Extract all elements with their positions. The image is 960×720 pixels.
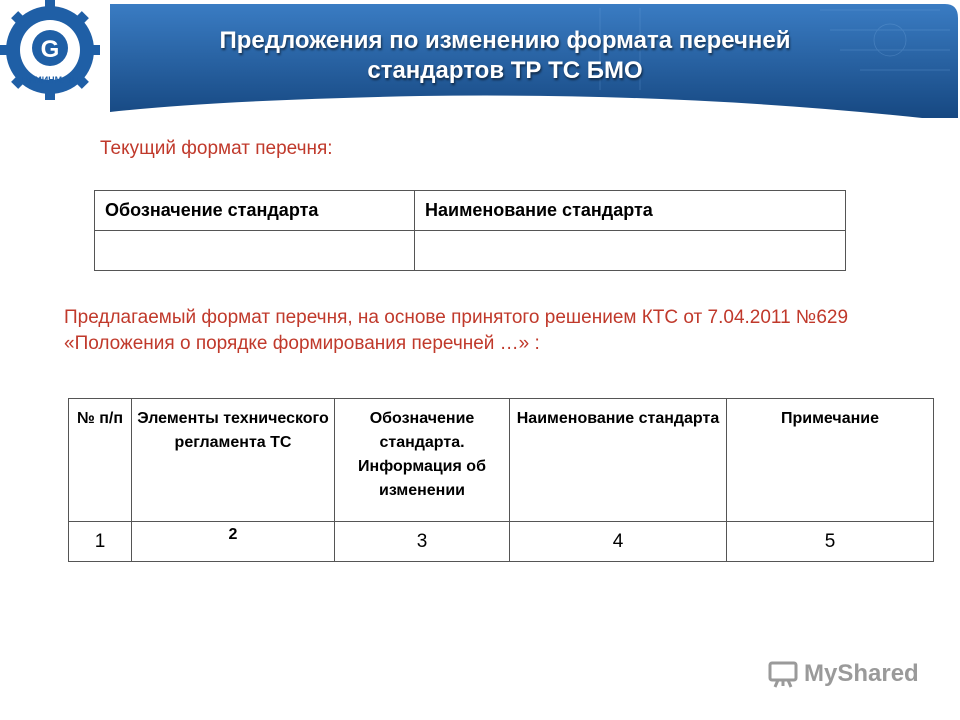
column-header: Обозначение стандарта. Информация об изменении [335,399,510,522]
table-row [69,399,934,522]
column-number: 3 [335,522,510,562]
myshared-watermark [768,658,919,690]
watermark-text: MyShared [804,660,919,687]
page-title-line1: Предложения по изменению формата перечней [219,27,791,54]
presentation-icon [768,659,798,689]
column-number: 4 [510,522,727,562]
proposed-format-table [68,398,934,562]
column-number: 2 [132,522,335,562]
column-header: Наименование стандарта [415,191,846,231]
current-format-label: Текущий формат перечня: [100,138,333,159]
empty-cell [415,231,846,271]
empty-cell [95,231,415,271]
table-row [95,231,846,271]
table-row [95,191,846,231]
column-header: № п/п [69,399,132,522]
column-header: Элементы технического регламента ТС [132,399,335,522]
column-header: Обозначение стандарта [95,191,415,231]
table-row [69,522,934,562]
proposed-format-label: Предлагаемый формат перечня, на основе принятого решением КТС от 7.04.2011 №629 «Положения о порядке формирования перечней …» : [64,307,849,354]
column-number: 1 [69,522,132,562]
column-number: 5 [727,522,934,562]
page-title [150,26,860,86]
column-header: Наименование стандарта [510,399,727,522]
vniinmash-logo [0,0,100,100]
svg-text:ВНИИНМАШ: ВНИИНМАШ [22,75,78,85]
page-title-line2: стандартов ТР ТС БМО [367,57,643,84]
column-header: Примечание [727,399,934,522]
svg-text:G: G [40,36,60,63]
current-format-table [94,190,846,271]
